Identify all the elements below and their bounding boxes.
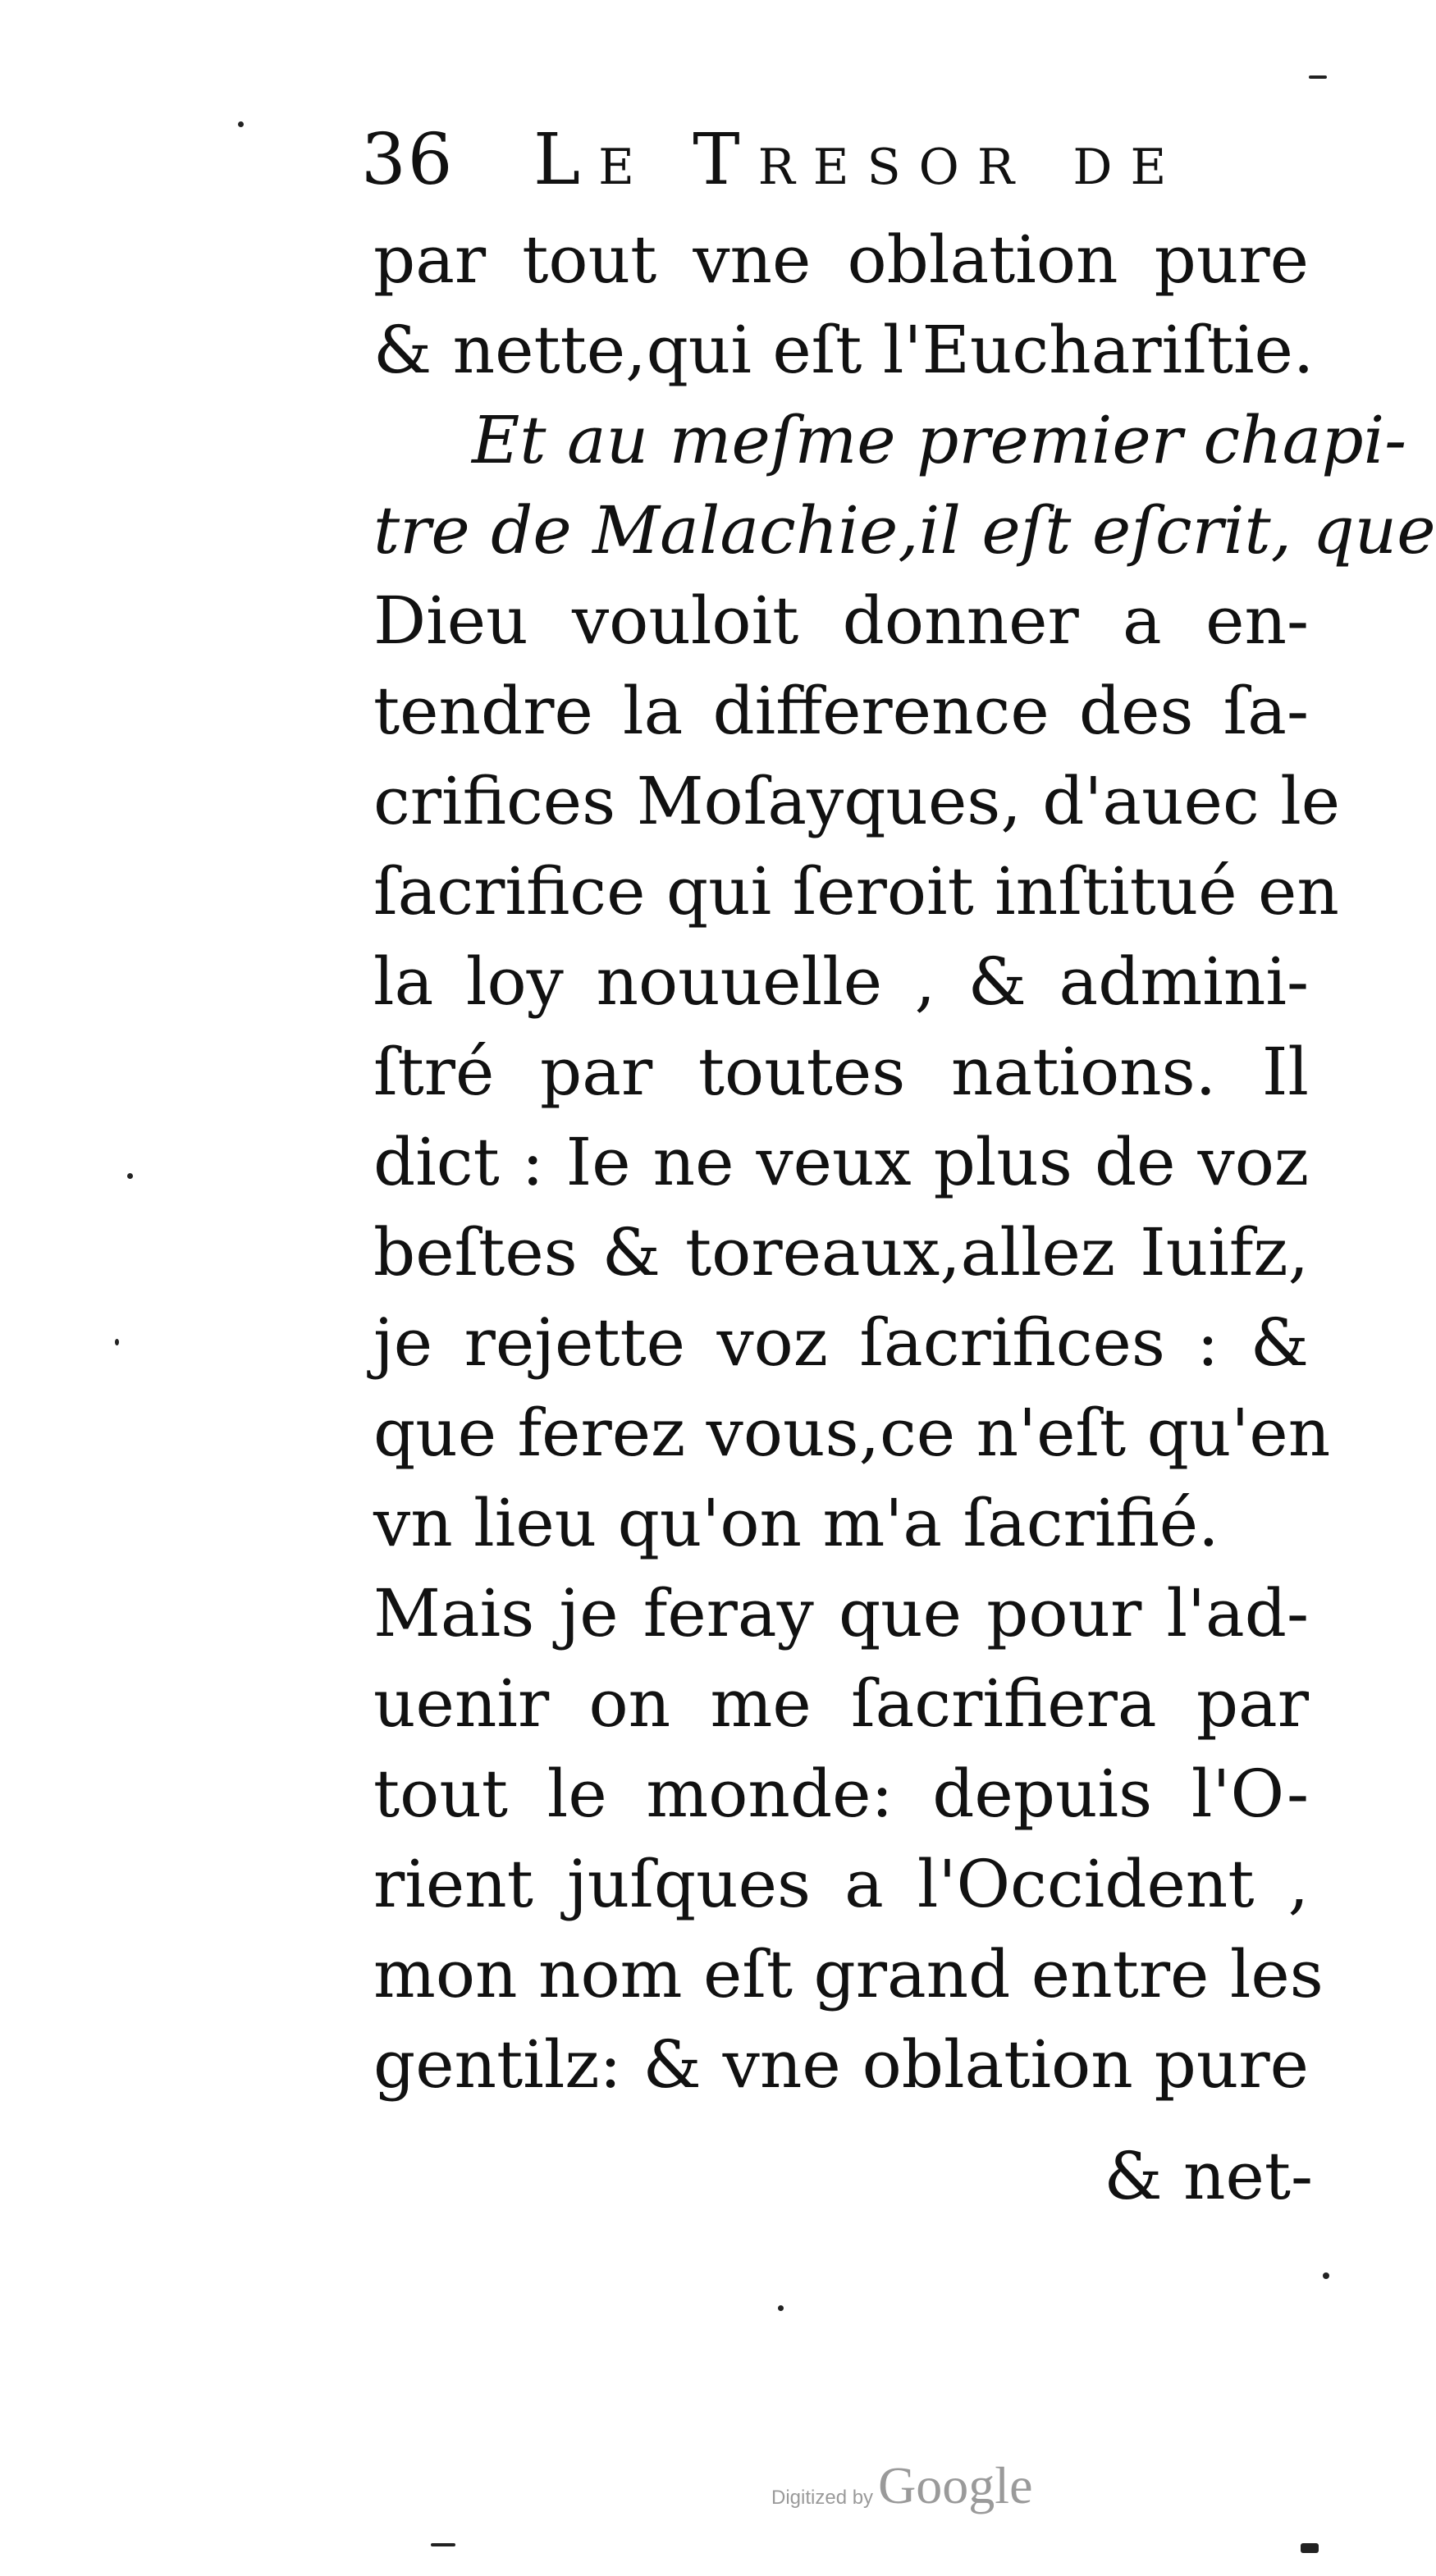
ink-speck [127, 1173, 133, 1179]
page-number: 36 [361, 119, 455, 201]
watermark-brand: Google [878, 2456, 1033, 2514]
catchword: & net- [1104, 2138, 1313, 2214]
ink-speck [1309, 75, 1327, 79]
text-line: ſtré par toutes nations. Il [373, 1034, 1309, 1110]
text-line: Dieu vouloit donner a en- [373, 582, 1309, 659]
text-line: tendre la difference des ſa- [373, 673, 1309, 749]
text-line: Et au meſme premier chapi- [472, 402, 1407, 478]
text-line: gentilz: & vne oblation pure [373, 2026, 1309, 2103]
body-text [373, 215, 1436, 2110]
page-header [361, 115, 1305, 205]
text-line: tre de Malachie,il eſt eſcrit, que [373, 492, 1436, 569]
ink-speck [1301, 2543, 1319, 2553]
ink-speck [1323, 2272, 1329, 2279]
text-line: par tout vne oblation pure [373, 222, 1309, 298]
ink-speck [115, 1339, 119, 1345]
text-line: vn lieu qu'on m'a ſacrifié. [373, 1485, 1219, 1561]
text-line: Mais je feray que pour l'ad- [373, 1575, 1309, 1651]
ink-speck [431, 2543, 455, 2546]
ink-speck [778, 2305, 784, 2311]
running-title: Le Tresor de [533, 119, 1185, 201]
text-line: mon nom eſt grand entre les [373, 1936, 1324, 2012]
text-line: la loy nouuelle , & admini- [373, 943, 1309, 1020]
text-line: tout le monde: depuis l'O- [373, 1756, 1309, 1832]
text-line: dict : Ie ne veux plus de voz [373, 1124, 1309, 1200]
text-line: je rejette voz ſacrifices : & [373, 1304, 1309, 1381]
text-line: uenir on me ſacrifiera par [373, 1665, 1309, 1742]
watermark-prefix: Digitized by [771, 2487, 874, 2509]
text-line: crifices Moſayques, d'auec le [373, 763, 1341, 839]
ink-speck [238, 121, 244, 127]
text-line: ſacrifice qui ſeroit inſtitué en [373, 853, 1339, 929]
digitization-watermark [771, 2441, 1032, 2514]
text-line: beſtes & toreaux,allez Iuifz, [373, 1214, 1309, 1290]
text-line: & nette,qui eſt l'Euchariſtie. [373, 312, 1315, 388]
text-line: que ferez vous,ce n'eſt qu'en [373, 1395, 1331, 1471]
text-line: rient juſques a l'Occident , [373, 1846, 1309, 1922]
